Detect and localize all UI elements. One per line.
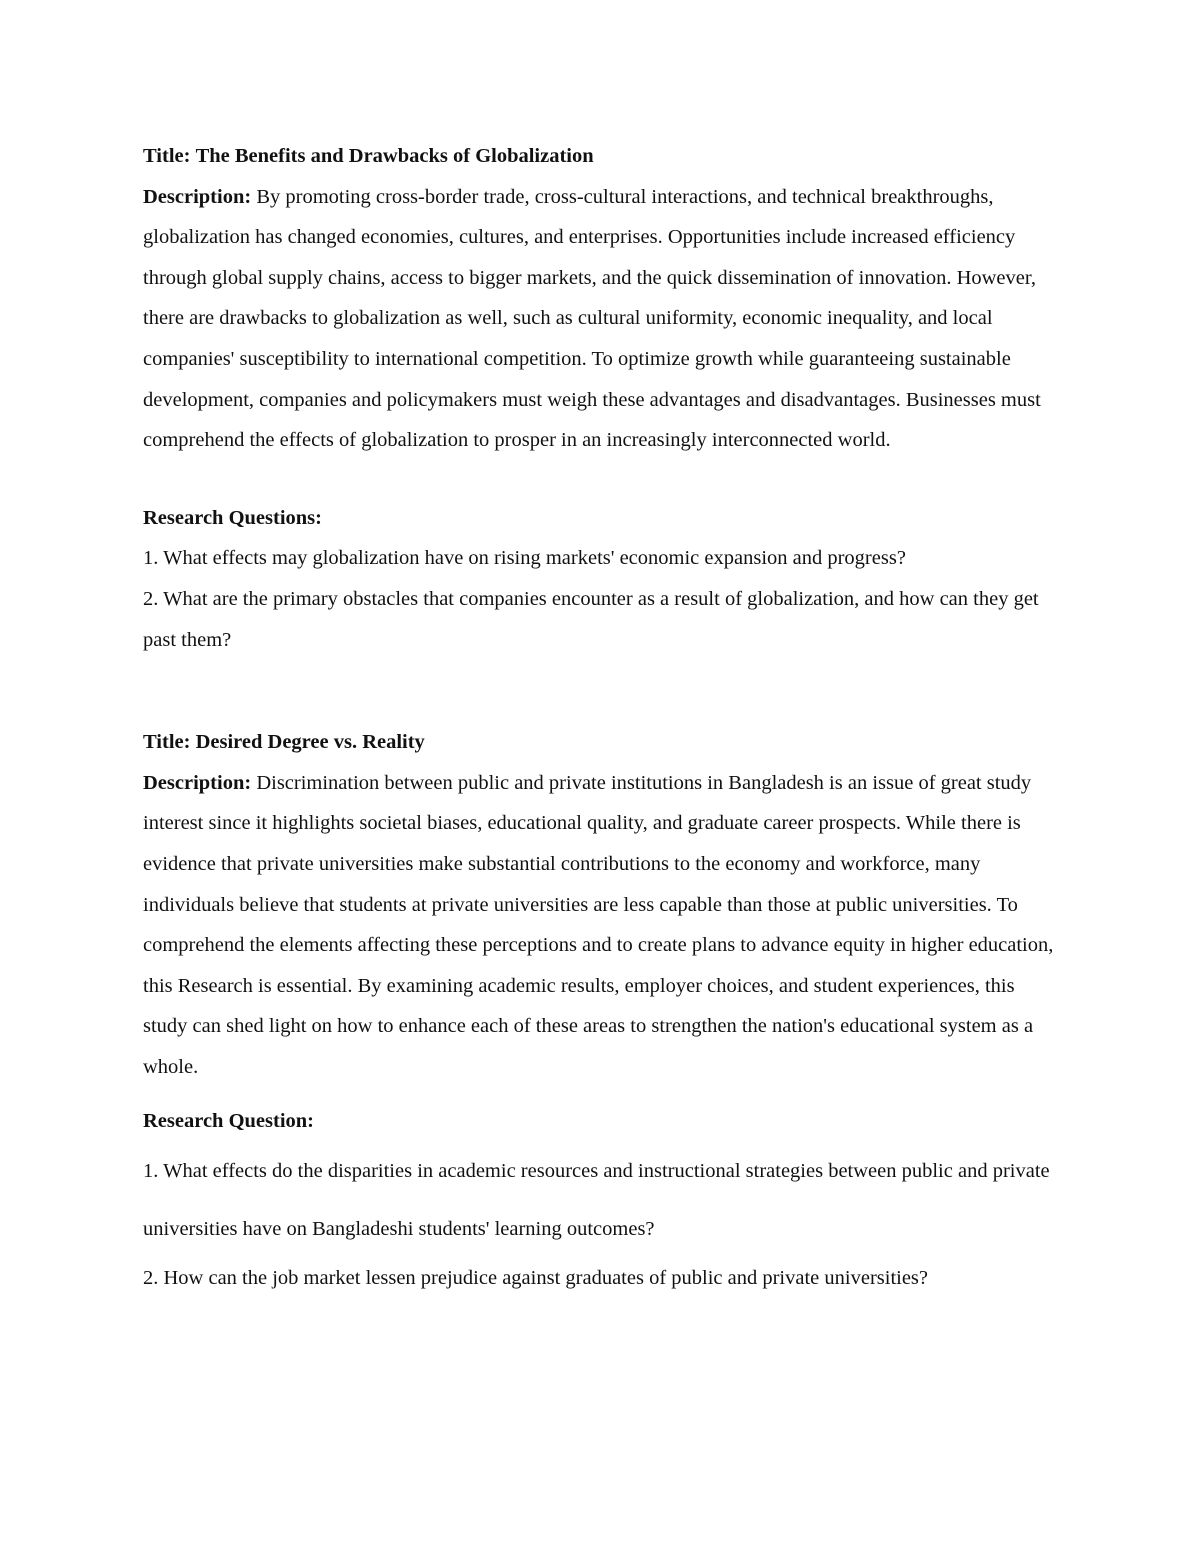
section1-title	[143, 136, 1063, 177]
section1-description-label: Description:	[143, 185, 252, 208]
section2-description-text: Discrimination between public and private institutions in Bangladesh is an issue of great study interest since it highlights societal biases, educational quality, and graduate career prospects. While there is evidence that private universities make substantial contributions to the economy and workforce, many individuals believe that students at private universities are less capable than those at public universities. To comprehend the elements affecting these perceptions and to create plans to advance equity in higher education, this Research is essential. By examining academic results, employer choices, and student experiences, this study can shed light on how to enhance each of these areas to strengthen the nation's educational system as a whole.	[143, 771, 1054, 1078]
section2-question-2: 2. How can the job market lessen prejudice against graduates of public and private universities?	[143, 1267, 929, 1290]
section2-title	[143, 722, 1063, 763]
section2-title-label: Title:	[143, 731, 191, 754]
spacer	[143, 660, 1063, 722]
section1-question-1: 1. What effects may globalization have on rising markets' economic expansion and progress?	[143, 547, 906, 570]
section2-description-label: Description:	[143, 771, 252, 794]
section1-description-text: By promoting cross-border trade, cross-cultural interactions, and technical breakthroughs, globalization has changed economies, cultures, and enterprises. Opportunities include increased efficiency through global supply chains, access to bigger markets, and the quick dissemination of innovation. However, there are drawbacks to globalization as well, such as cultural uniformity, economic inequality, and local companies' susceptibility to international competition. To optimize growth while guaranteeing sustainable development, companies and policymakers must weigh these advantages and disadvantages. Businesses must comprehend the effects of globalization to prosper in an increasingly interconnected world.	[143, 185, 1041, 452]
section2-title-text: Desired Degree vs. Reality	[195, 731, 425, 754]
section1-question-2: 2. What are the primary obstacles that companies encounter as a result of globalization, and how can they get past them?	[143, 587, 1039, 651]
section2-rq-heading: Research Question:	[143, 1110, 315, 1133]
spacer	[143, 461, 1063, 498]
section2-description	[143, 763, 1063, 1088]
document-page	[143, 136, 1063, 1299]
section2-question-1: 1. What effects do the disparities in academic resources and instructional strategies between public and private universities have on Bangladeshi students' learning outcomes?	[143, 1160, 1050, 1241]
spacer	[143, 1087, 1063, 1101]
section1-rq-heading: Research Questions:	[143, 506, 322, 529]
section1-title-label: Title:	[143, 145, 191, 167]
section1-description	[143, 177, 1063, 461]
section1-title-text: The Benefits and Drawbacks of Globalization	[195, 145, 594, 167]
